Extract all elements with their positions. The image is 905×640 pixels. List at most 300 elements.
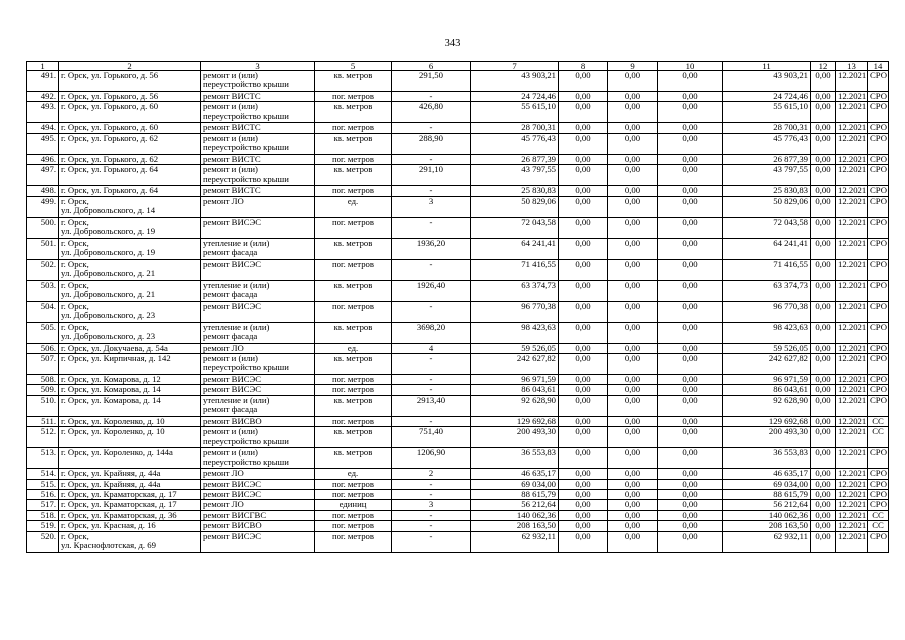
cell-cost-fund-2: 0,00 [608, 510, 658, 520]
cell-work-type: ремонт ЛО [201, 500, 315, 510]
cell-method: СРО [868, 354, 889, 375]
cell-method: СРО [868, 133, 889, 154]
cell-cost-fund-3: 0,00 [658, 427, 723, 448]
cell-unit: пог. метров [315, 521, 392, 531]
cell-unit: кв. метров [315, 427, 392, 448]
cell-cost-fund-3: 0,00 [658, 301, 723, 322]
cell-deadline: 12.2021 [836, 259, 868, 280]
cell-volume: 1926,40 [392, 280, 471, 301]
cell-cost-fund-1: 0,00 [559, 186, 608, 196]
cell-cost-owners: 208 163,50 [723, 521, 811, 531]
cell-unit: пог. метров [315, 531, 392, 552]
cell-cost-other: 0,00 [811, 416, 836, 426]
cell-cost-other: 0,00 [811, 301, 836, 322]
cell-cost-other: 0,00 [811, 71, 836, 92]
cell-method: СРО [868, 375, 889, 385]
cell-address: г. Орск, ул. Кирпичная, д. 142 [59, 354, 201, 375]
cell-cost-fund-2: 0,00 [608, 490, 658, 500]
cell-cost-total: 129 692,68 [471, 416, 559, 426]
cell-cost-fund-1: 0,00 [559, 238, 608, 259]
column-number: 5 [315, 62, 392, 71]
cell-cost-fund-1: 0,00 [559, 395, 608, 416]
cell-method: СРО [868, 123, 889, 133]
cell-deadline: 12.2021 [836, 500, 868, 510]
cell-method: СРО [868, 490, 889, 500]
cell-cost-owners: 72 043,58 [723, 217, 811, 238]
cell-row-number: 502. [27, 259, 59, 280]
cell-cost-owners: 69 034,00 [723, 479, 811, 489]
cell-deadline: 12.2021 [836, 354, 868, 375]
cell-cost-fund-1: 0,00 [559, 133, 608, 154]
cell-deadline: 12.2021 [836, 521, 868, 531]
column-number: 9 [608, 62, 658, 71]
cell-work-type: утепление и (или) ремонт фасада [201, 280, 315, 301]
cell-work-type: ремонт ВИСЭС [201, 490, 315, 500]
cell-cost-total: 56 212,64 [471, 500, 559, 510]
cell-volume: - [392, 490, 471, 500]
cell-unit: пог. метров [315, 259, 392, 280]
cell-cost-fund-1: 0,00 [559, 416, 608, 426]
cell-cost-fund-2: 0,00 [608, 186, 658, 196]
cell-deadline: 12.2021 [836, 280, 868, 301]
cell-row-number: 514. [27, 469, 59, 479]
cell-cost-fund-3: 0,00 [658, 395, 723, 416]
cell-cost-fund-1: 0,00 [559, 343, 608, 353]
table-row [27, 490, 889, 500]
cell-address: г. Орск, ул. Короленко, д. 10 [59, 427, 201, 448]
cell-cost-fund-1: 0,00 [559, 479, 608, 489]
cell-cost-total: 55 615,10 [471, 102, 559, 123]
cell-row-number: 520. [27, 531, 59, 552]
table-row [27, 521, 889, 531]
cell-cost-owners: 62 932,11 [723, 531, 811, 552]
cell-cost-fund-3: 0,00 [658, 165, 723, 186]
cell-volume: 426,80 [392, 102, 471, 123]
cell-work-type: ремонт и (или) переустройство крыши [201, 427, 315, 448]
cell-cost-other: 0,00 [811, 448, 836, 469]
cell-unit: кв. метров [315, 322, 392, 343]
cell-cost-fund-1: 0,00 [559, 165, 608, 186]
table-row [27, 133, 889, 154]
cell-cost-owners: 96 971,59 [723, 375, 811, 385]
cell-address: г. Орск, ул. Крайняя, д. 44а [59, 479, 201, 489]
cell-address: г. Орск, ул. Докучаева, д. 54а [59, 343, 201, 353]
cell-deadline: 12.2021 [836, 531, 868, 552]
cell-address: г. Орск, ул. Короленко, д. 144а [59, 448, 201, 469]
cell-cost-fund-2: 0,00 [608, 165, 658, 186]
cell-row-number: 506. [27, 343, 59, 353]
cell-deadline: 12.2021 [836, 510, 868, 520]
cell-cost-fund-1: 0,00 [559, 469, 608, 479]
cell-unit: кв. метров [315, 280, 392, 301]
cell-work-type: ремонт ВИСЭС [201, 217, 315, 238]
cell-cost-fund-1: 0,00 [559, 322, 608, 343]
cell-deadline: 12.2021 [836, 427, 868, 448]
cell-cost-total: 50 829,06 [471, 196, 559, 217]
cell-cost-fund-3: 0,00 [658, 385, 723, 395]
cell-unit: пог. метров [315, 416, 392, 426]
cell-cost-fund-2: 0,00 [608, 531, 658, 552]
cell-cost-total: 63 374,73 [471, 280, 559, 301]
cell-method: СРО [868, 322, 889, 343]
cell-cost-fund-1: 0,00 [559, 521, 608, 531]
cell-cost-other: 0,00 [811, 154, 836, 164]
cell-cost-fund-3: 0,00 [658, 479, 723, 489]
cell-row-number: 504. [27, 301, 59, 322]
cell-cost-fund-1: 0,00 [559, 427, 608, 448]
cell-deadline: 12.2021 [836, 385, 868, 395]
cell-volume: - [392, 92, 471, 102]
cell-cost-fund-3: 0,00 [658, 531, 723, 552]
cell-row-number: 499. [27, 196, 59, 217]
cell-work-type: ремонт и (или) переустройство крыши [201, 354, 315, 375]
cell-volume: 751,40 [392, 427, 471, 448]
cell-address: г. Орск, ул. Горького, д. 60 [59, 123, 201, 133]
cell-deadline: 12.2021 [836, 395, 868, 416]
cell-unit: кв. метров [315, 133, 392, 154]
table-row [27, 354, 889, 375]
cell-cost-fund-3: 0,00 [658, 322, 723, 343]
cell-cost-total: 98 423,63 [471, 322, 559, 343]
cell-address: г. Орск, ул. Краснофлотская, д. 69 [59, 531, 201, 552]
cell-volume: - [392, 354, 471, 375]
register-table [26, 61, 889, 553]
cell-row-number: 516. [27, 490, 59, 500]
cell-deadline: 12.2021 [836, 375, 868, 385]
cell-cost-total: 45 776,43 [471, 133, 559, 154]
cell-cost-owners: 56 212,64 [723, 500, 811, 510]
cell-cost-total: 24 724,46 [471, 92, 559, 102]
cell-cost-owners: 43 797,55 [723, 165, 811, 186]
cell-work-type: ремонт ЛО [201, 343, 315, 353]
cell-cost-other: 0,00 [811, 469, 836, 479]
cell-cost-other: 0,00 [811, 186, 836, 196]
cell-row-number: 518. [27, 510, 59, 520]
cell-work-type: ремонт ЛО [201, 469, 315, 479]
table-row [27, 301, 889, 322]
cell-cost-fund-3: 0,00 [658, 510, 723, 520]
cell-unit: ед. [315, 343, 392, 353]
cell-volume: - [392, 259, 471, 280]
cell-row-number: 501. [27, 238, 59, 259]
cell-cost-other: 0,00 [811, 531, 836, 552]
cell-address: г. Орск, ул. Горького, д. 64 [59, 165, 201, 186]
cell-cost-fund-2: 0,00 [608, 301, 658, 322]
table-row [27, 395, 889, 416]
cell-work-type: утепление и (или) ремонт фасада [201, 322, 315, 343]
cell-method: СРО [868, 217, 889, 238]
cell-method: СРО [868, 448, 889, 469]
cell-address: г. Орск, ул. Добровольского, д. 21 [59, 280, 201, 301]
table-row [27, 427, 889, 448]
cell-cost-fund-1: 0,00 [559, 92, 608, 102]
cell-row-number: 503. [27, 280, 59, 301]
cell-method: СРО [868, 165, 889, 186]
column-number: 3 [201, 62, 315, 71]
cell-cost-fund-3: 0,00 [658, 92, 723, 102]
cell-address: г. Орск, ул. Красная, д. 16 [59, 521, 201, 531]
column-number: 8 [559, 62, 608, 71]
cell-cost-fund-3: 0,00 [658, 469, 723, 479]
cell-cost-fund-1: 0,00 [559, 531, 608, 552]
cell-unit: пог. метров [315, 301, 392, 322]
column-number: 11 [723, 62, 811, 71]
cell-cost-fund-3: 0,00 [658, 123, 723, 133]
cell-work-type: ремонт и (или) переустройство крыши [201, 102, 315, 123]
cell-cost-fund-1: 0,00 [559, 71, 608, 92]
cell-work-type: ремонт и (или) переустройство крыши [201, 165, 315, 186]
table-row [27, 196, 889, 217]
cell-volume: - [392, 217, 471, 238]
cell-method: СРО [868, 469, 889, 479]
cell-cost-other: 0,00 [811, 490, 836, 500]
cell-cost-other: 0,00 [811, 510, 836, 520]
cell-unit: пог. метров [315, 217, 392, 238]
cell-method: СРО [868, 238, 889, 259]
cell-row-number: 498. [27, 186, 59, 196]
table-row [27, 469, 889, 479]
cell-cost-fund-3: 0,00 [658, 71, 723, 92]
cell-cost-fund-1: 0,00 [559, 375, 608, 385]
cell-row-number: 509. [27, 385, 59, 395]
cell-cost-fund-3: 0,00 [658, 186, 723, 196]
cell-deadline: 12.2021 [836, 343, 868, 353]
cell-cost-owners: 71 416,55 [723, 259, 811, 280]
cell-deadline: 12.2021 [836, 322, 868, 343]
cell-deadline: 12.2021 [836, 196, 868, 217]
cell-cost-fund-2: 0,00 [608, 217, 658, 238]
cell-cost-fund-3: 0,00 [658, 354, 723, 375]
cell-row-number: 496. [27, 154, 59, 164]
cell-unit: кв. метров [315, 102, 392, 123]
cell-cost-owners: 43 903,21 [723, 71, 811, 92]
cell-volume: 2913,40 [392, 395, 471, 416]
cell-volume: - [392, 479, 471, 489]
cell-row-number: 507. [27, 354, 59, 375]
cell-address: г. Орск, ул. Краматорская, д. 17 [59, 500, 201, 510]
cell-cost-other: 0,00 [811, 375, 836, 385]
cell-method: СРО [868, 301, 889, 322]
cell-method: СРО [868, 186, 889, 196]
column-number-row [27, 62, 889, 71]
cell-cost-other: 0,00 [811, 385, 836, 395]
cell-cost-other: 0,00 [811, 343, 836, 353]
cell-row-number: 492. [27, 92, 59, 102]
cell-volume: 291,50 [392, 71, 471, 92]
cell-work-type: ремонт ЛО [201, 196, 315, 217]
cell-volume: - [392, 510, 471, 520]
cell-method: СС [868, 416, 889, 426]
cell-address: г. Орск, ул. Горького, д. 64 [59, 186, 201, 196]
cell-row-number: 500. [27, 217, 59, 238]
table-row [27, 259, 889, 280]
cell-cost-owners: 96 770,38 [723, 301, 811, 322]
cell-cost-fund-1: 0,00 [559, 354, 608, 375]
cell-deadline: 12.2021 [836, 301, 868, 322]
cell-cost-fund-1: 0,00 [559, 301, 608, 322]
cell-volume: 288,90 [392, 133, 471, 154]
column-number: 13 [836, 62, 868, 71]
cell-cost-owners: 63 374,73 [723, 280, 811, 301]
cell-cost-owners: 55 615,10 [723, 102, 811, 123]
cell-cost-owners: 242 627,82 [723, 354, 811, 375]
cell-unit: единиц [315, 500, 392, 510]
cell-volume: - [392, 521, 471, 531]
cell-unit: пог. метров [315, 510, 392, 520]
cell-method: СРО [868, 343, 889, 353]
cell-cost-other: 0,00 [811, 123, 836, 133]
column-number: 1 [27, 62, 59, 71]
cell-deadline: 12.2021 [836, 217, 868, 238]
cell-work-type: ремонт ВИСЭС [201, 259, 315, 280]
cell-cost-fund-2: 0,00 [608, 123, 658, 133]
cell-row-number: 505. [27, 322, 59, 343]
cell-volume: - [392, 385, 471, 395]
cell-method: СС [868, 510, 889, 520]
cell-cost-total: 59 526,05 [471, 343, 559, 353]
cell-deadline: 12.2021 [836, 133, 868, 154]
cell-volume: 1936,20 [392, 238, 471, 259]
cell-cost-other: 0,00 [811, 238, 836, 259]
table-row [27, 375, 889, 385]
cell-cost-owners: 98 423,63 [723, 322, 811, 343]
cell-volume: 291,10 [392, 165, 471, 186]
table-row [27, 416, 889, 426]
column-number: 10 [658, 62, 723, 71]
cell-unit: пог. метров [315, 385, 392, 395]
column-number: 6 [392, 62, 471, 71]
cell-unit: пог. метров [315, 490, 392, 500]
table-row [27, 280, 889, 301]
cell-volume: 3698,20 [392, 322, 471, 343]
cell-row-number: 511. [27, 416, 59, 426]
cell-cost-total: 96 770,38 [471, 301, 559, 322]
cell-cost-fund-3: 0,00 [658, 490, 723, 500]
cell-unit: пог. метров [315, 123, 392, 133]
cell-cost-fund-2: 0,00 [608, 259, 658, 280]
cell-unit: кв. метров [315, 71, 392, 92]
cell-address: г. Орск, ул. Комарова, д. 14 [59, 395, 201, 416]
cell-cost-total: 86 043,61 [471, 385, 559, 395]
cell-cost-fund-3: 0,00 [658, 448, 723, 469]
column-number: 12 [811, 62, 836, 71]
cell-work-type: ремонт и (или) переустройство крыши [201, 448, 315, 469]
cell-row-number: 497. [27, 165, 59, 186]
table-row [27, 154, 889, 164]
cell-work-type: ремонт ВИСЭС [201, 375, 315, 385]
cell-cost-fund-3: 0,00 [658, 521, 723, 531]
table-row [27, 448, 889, 469]
cell-cost-other: 0,00 [811, 354, 836, 375]
cell-cost-other: 0,00 [811, 521, 836, 531]
cell-volume: 2 [392, 469, 471, 479]
cell-unit: кв. метров [315, 395, 392, 416]
cell-cost-fund-2: 0,00 [608, 154, 658, 164]
cell-cost-other: 0,00 [811, 165, 836, 186]
cell-cost-fund-3: 0,00 [658, 375, 723, 385]
cell-address: г. Орск, ул. Добровольского, д. 14 [59, 196, 201, 217]
cell-deadline: 12.2021 [836, 165, 868, 186]
cell-cost-fund-1: 0,00 [559, 500, 608, 510]
cell-volume: - [392, 301, 471, 322]
cell-method: СРО [868, 102, 889, 123]
cell-method: СРО [868, 531, 889, 552]
cell-deadline: 12.2021 [836, 490, 868, 500]
cell-volume: 3 [392, 196, 471, 217]
cell-work-type: ремонт ВИСТС [201, 154, 315, 164]
cell-cost-fund-2: 0,00 [608, 469, 658, 479]
cell-cost-fund-3: 0,00 [658, 280, 723, 301]
cell-cost-fund-3: 0,00 [658, 500, 723, 510]
cell-cost-fund-1: 0,00 [559, 259, 608, 280]
cell-deadline: 12.2021 [836, 102, 868, 123]
cell-work-type: ремонт и (или) переустройство крыши [201, 71, 315, 92]
cell-cost-owners: 140 062,36 [723, 510, 811, 520]
cell-address: г. Орск, ул. Горького, д. 62 [59, 154, 201, 164]
cell-row-number: 517. [27, 500, 59, 510]
cell-method: СРО [868, 71, 889, 92]
cell-cost-total: 72 043,58 [471, 217, 559, 238]
cell-volume: 1206,90 [392, 448, 471, 469]
cell-address: г. Орск, ул. Горького, д. 60 [59, 102, 201, 123]
cell-method: СРО [868, 500, 889, 510]
cell-cost-fund-2: 0,00 [608, 479, 658, 489]
cell-address: г. Орск, ул. Добровольского, д. 21 [59, 259, 201, 280]
cell-cost-fund-2: 0,00 [608, 385, 658, 395]
cell-cost-fund-3: 0,00 [658, 416, 723, 426]
table-row [27, 71, 889, 92]
table-row [27, 165, 889, 186]
cell-deadline: 12.2021 [836, 469, 868, 479]
cell-method: СРО [868, 92, 889, 102]
cell-work-type: ремонт и (или) переустройство крыши [201, 133, 315, 154]
cell-cost-total: 36 553,83 [471, 448, 559, 469]
cell-work-type: ремонт ВИСЭС [201, 385, 315, 395]
cell-cost-fund-3: 0,00 [658, 133, 723, 154]
cell-unit: кв. метров [315, 354, 392, 375]
cell-cost-fund-3: 0,00 [658, 238, 723, 259]
cell-cost-other: 0,00 [811, 259, 836, 280]
cell-row-number: 519. [27, 521, 59, 531]
cell-cost-fund-1: 0,00 [559, 385, 608, 395]
cell-volume: - [392, 154, 471, 164]
cell-unit: пог. метров [315, 375, 392, 385]
cell-cost-fund-2: 0,00 [608, 102, 658, 123]
table-row [27, 479, 889, 489]
cell-cost-fund-1: 0,00 [559, 510, 608, 520]
cell-cost-other: 0,00 [811, 102, 836, 123]
cell-address: г. Орск, ул. Краматорская, д. 17 [59, 490, 201, 500]
cell-cost-owners: 59 526,05 [723, 343, 811, 353]
cell-cost-total: 96 971,59 [471, 375, 559, 385]
cell-work-type: ремонт ВИСВО [201, 416, 315, 426]
page-number: 343 [444, 38, 461, 49]
column-number: 7 [471, 62, 559, 71]
cell-cost-fund-2: 0,00 [608, 427, 658, 448]
cell-cost-fund-2: 0,00 [608, 354, 658, 375]
cell-cost-other: 0,00 [811, 322, 836, 343]
cell-cost-fund-1: 0,00 [559, 448, 608, 469]
cell-method: СС [868, 427, 889, 448]
cell-cost-other: 0,00 [811, 280, 836, 301]
table-row [27, 385, 889, 395]
cell-cost-total: 46 635,17 [471, 469, 559, 479]
table-row [27, 343, 889, 353]
cell-cost-total: 88 615,79 [471, 490, 559, 500]
cell-cost-fund-2: 0,00 [608, 238, 658, 259]
cell-row-number: 494. [27, 123, 59, 133]
cell-method: СРО [868, 259, 889, 280]
